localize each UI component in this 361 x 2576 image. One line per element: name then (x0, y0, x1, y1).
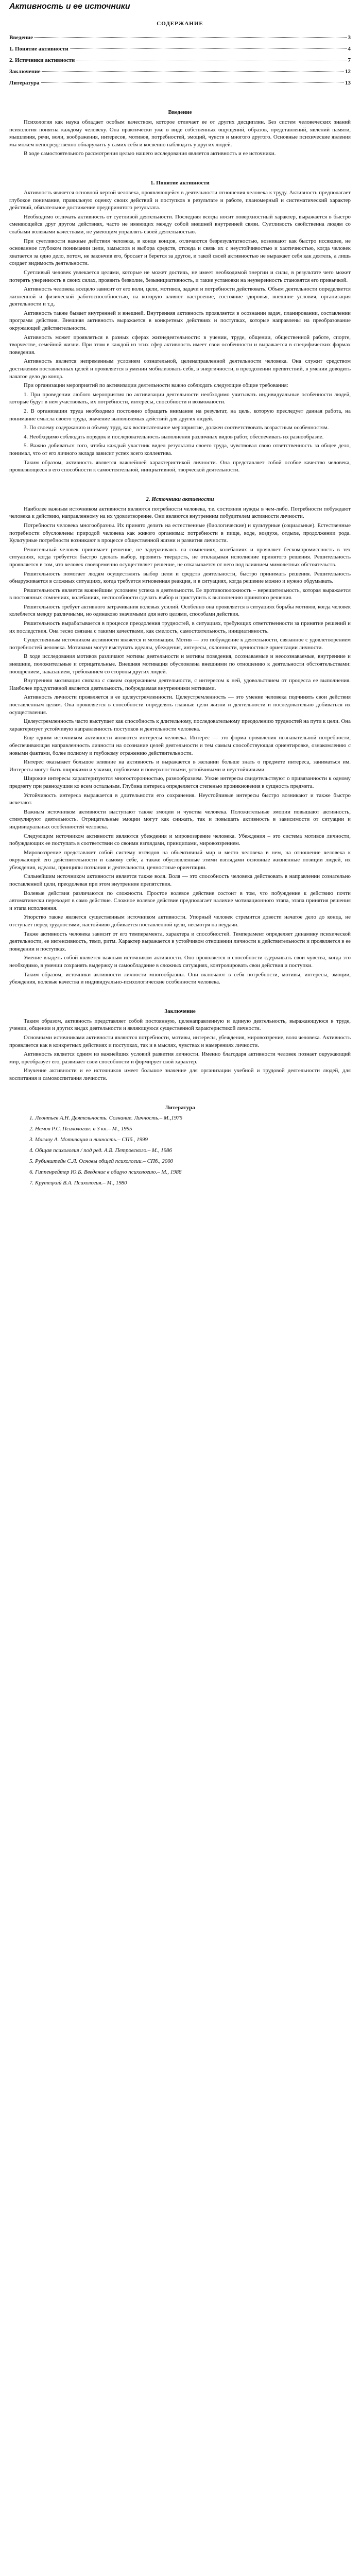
paragraph: Следующим источником активности являются убеждения и мировоззрение человека. Убеждения – это система мотивов личности, побуждающих ее поступать в соответствии со своими взглядами, принципами, мировоззрением. (9, 833, 351, 847)
paragraph: 2. В организации труда необходимо постоянно обращать внимание на результат, на цель, которую преследует данная работа, на понимание смысла своего труда, значение выполняемых действий для других людей. (9, 408, 351, 422)
literature-item: 7. Крутецкий В.А. Психология.– М., 1980 (35, 1179, 351, 1187)
paragraph: Активность является одним из важнейших условий развития личности. Именно благодаря активности человек познает окружающий мир, преобразует его, развивает свои способности и формирует свой характер. (9, 1051, 351, 1065)
paragraph: Суетливый человек увлекается целями, которые не может достичь, не имеет необходимой энергии и силы, в результате чего может потерять уверенность в своих силах, проявить безволие, безынициативность, и такие установки на неуверенность становятся его привычкой. (9, 269, 351, 283)
paragraph: Активность является непременным условием сознательной, целенаправленной деятельности человека. Она служит средством достижения поставленных целей и проявляется в умении мобилизовать себя, в энергичности, в преодолении препятствий, в умении доводить начатое дело до конца. (9, 358, 351, 380)
paragraph: Сильнейшим источником активности является также воля. Воля — это способность человека действовать в направлении сознательно поставленной цели, преодолевая при этом внутренние препятствия. (9, 873, 351, 888)
paragraph: Решительный человек принимает решение, не задерживаясь на сомнениях, колебаниях и проявляет бескомпромиссность в тех ситуациях, когда требуется быстро сделать выбор, проявить твердость, не откладывая исполнение принятого решения. Решительность проявляется в том, что человек своевременно осуществляет решение, не отказывается от него под влиянием мимолетных обстоятельств. (9, 546, 351, 568)
literature-item: 3. Маслоу А. Мотивация и личность.– СПб., 1999 (35, 1136, 351, 1144)
toc-item-page: 4 (348, 46, 351, 52)
paragraph: При суетливости важные действия человека, в конце концов, отличаются безрезультатностью, возникают как быстро иссякшее, не основанное глубоком понимании цели, замыслов и выбора средств, отсюда и связь их с неустойчивостью и хаотичностью, когда человек хватается за одно дело, потом, не закончив его, бросает и берется за другое, и такой своей активностью не выражает себя как деятель, а лишь создает видимость деятельности. (9, 238, 351, 267)
toc-item-page: 3 (348, 35, 351, 41)
paragraph: Широкие интересы характеризуются многосторонностью, разнообразием. Узкие интересы свидетельствуют о привязанности к одному предмету при равнодушии ко всем остальным. Глубина интереса определяется степенью проникновения в сущность предмета. (9, 775, 351, 789)
toc-leader-dots (70, 48, 347, 49)
paragraph: 1. При проведении любого мероприятия по активизации деятельности необходимо учитывать индивидуальные особенности людей, которые будут в нем участвовать, их потребности, интересы, способности и возможности. (9, 391, 351, 405)
paragraph: Активность человека всецело зависит от его воли, цели, мотивов, задачи и потребности действовать. Объем деятельности определяется жизненной и физической работоспособностью, на которую влияют настроение, состояние здоровья, внешние условия, организация деятельности и т.д. (9, 286, 351, 308)
paragraph: Важным источником активности выступают также эмоции и чувства человека. Положительные эмоции повышают активность, стимулируют деятельность. Отрицательные эмоции могут как снижать, так и повышать активность в зависимости от ситуации и индивидуальных особенностей человека. (9, 808, 351, 830)
paragraph: В ходе исследования мотивов различают мотивы деятельности и мотивы поведения, осознаваемые и неосознаваемые, внутренние и внешние, положительные и отрицательные. Внешняя мотивация обусловлена внешними по отношению к деятельности обстоятельствами: поощрением, наказанием, требованием со стороны других людей. (9, 653, 351, 675)
paragraph: Целеустремленность часто выступает как способность к длительному, последовательному преодолению трудностей на пути к цели. Она характеризует устойчивую направленность поступков и деятельности человека. (9, 718, 351, 732)
literature-heading: Литература (165, 1104, 195, 1111)
toc-item[interactable] (9, 43, 351, 55)
paragraph: Психология как наука обладает особым качеством, которое отличает ее от других дисциплин. Без систем человеческих знаний психология понятна каждому человеку. Она практически уже в виде собственных ощущений, образов, представлений, явлений памяти, мышления, речи, воли, воображения, интересов, мотивов, потребностей, эмоций, чувств и многого другого. Основные психические явления мы можем непосредственно обнаружить у самих себя и косвенно наблюдать у других людей. (9, 119, 351, 148)
paragraph: Устойчивость интереса выражается в длительности его сохранения. Неустойчивые интересы быстро возникают и также быстро исчезают. (9, 792, 351, 806)
paragraph: Необходимо отличать активность от суетливой деятельности. Последняя всегда носит поверхностный характер, выражается в быстро сменяющейся друг другом действиях, часто не имеющих между собой внешней внутренней связи. Суетливость свойственна людям со слабыми волевыми качествами, не умеющим управлять своей деятельностью. (9, 213, 351, 235)
paragraph: В ходе самостоятельного рассмотрения целью нашего исследования является активность и ее источники. (24, 150, 276, 157)
paragraph: Потребности человека многообразны. Их принято делить на естественные (биологические) и культурные (социальные). Естественные потребности обусловлены природой человека как живого организма: потребности в пище, воде, воздухе, отдыхе, продолжении рода. Культурные потребности возникают в процессе общественной жизни и развития личности. (9, 522, 351, 544)
literature-item: 2. Немов Р.С. Психология: в 3 кн.– М., 1995 (35, 1125, 351, 1133)
toc-leader-dots (42, 71, 343, 72)
paragraph: Упорство также является существенным источником активности. Упорный человек стремится довести начатое дело до конца, не отступает перед трудностями, настойчиво добивается поставленной цели, несмотря на неудачи. (9, 914, 351, 928)
toc-item-label: Заключение (9, 69, 41, 75)
paragraph: Активность личности проявляется в ее целеустремленности. Целеустремленность — это умение человека подчинять свои действия поставленным целям. Она проявляется в способности определять главные цели жизни и деятельности и последовательно добиваться их осуществления. (9, 694, 351, 716)
toc-item-page: 12 (345, 69, 351, 75)
toc-leader-dots (41, 82, 343, 83)
section-2 (9, 505, 351, 986)
document-title: Активность и ее источники (9, 2, 130, 11)
conclusion-heading: Заключение (164, 1008, 196, 1014)
literature-list (9, 1114, 351, 1187)
table-of-contents (9, 32, 351, 89)
literature-item: 6. Гиппенрейтер Ю.Б. Введение в общую психологию.– М., 1988 (35, 1168, 351, 1176)
section-1 (9, 189, 351, 474)
paragraph: Изучение активности и ее источников имеет большое значение для организации учебной и трудовой деятельности людей, для воспитания и самовоспитания личности. (9, 1067, 351, 1081)
paragraph: Основными источниками активности являются потребности, мотивы, интересы, убеждения, мировоззрение, воля человека. Активность проявляется как в конкретных действиях и поступках, так и в мыслях, чувствах и намерениях личности. (9, 1034, 351, 1048)
toc-item[interactable] (9, 77, 351, 89)
paragraph: Решительность требует активного затрачивания волевых усилий. Особенно она проявляется в ситуациях борьбы мотивов, когда человек колеблется между различными, но одинаково значимыми для него целями, способами действия. (9, 603, 351, 618)
literature-item: 1. Леонтьев А.Н. Деятельность. Сознание. Личность.– М.,1975 (35, 1114, 351, 1122)
paragraph: Существенным источником активности является и мотивация. Мотив — это побуждение к деятельности, связанное с удовлетворением потребностей человека. Мотивами могут выступать идеалы, убеждения, интересы, склонности, ценностные ориентации личности. (9, 637, 351, 651)
toc-heading: СОДЕРЖАНИЕ (157, 21, 203, 27)
intro-section (9, 118, 351, 158)
paragraph: 4. Необходимо соблюдать порядок и последовательность выполнения различных видов работ, обеспечивать их разнообразие. (24, 433, 324, 440)
toc-item-label: Литература (9, 80, 40, 86)
toc-item-page: 7 (348, 57, 351, 63)
toc-item[interactable] (9, 32, 351, 43)
paragraph: 3. По своему содержанию и объему труд, как воспитательное мероприятие, должен соответствовать возрастным особенностям. (24, 425, 329, 431)
paragraph: Таким образом, активность представляет собой постоянную, целенаправленную и единую деятельность, выражающуюся в труде, учении, общении и других видах деятельности и являющуюся существенной характеристикой личности. (9, 1018, 351, 1032)
toc-item[interactable] (9, 55, 351, 66)
toc-item[interactable] (9, 66, 351, 77)
section-2-heading: 2. Источники активности (146, 496, 214, 502)
paragraph: Активность является основной чертой человека, проявляющейся в деятельности отношения человека к труду. Активность предполагает глубокое понимание, правильную оценку своих действий и поступков в результате и работе, планомерный и систематический характер действий, обязательное достижение предпринятого результата. (9, 189, 351, 211)
paragraph: Таким образом, источники активности личности многообразны. Они включают в себя потребности, мотивы, интересы, эмоции, убеждения, волевые качества и индивидуально-психологические особенности человека. (9, 971, 351, 986)
toc-item-page: 13 (345, 80, 351, 86)
intro-heading: Введение (168, 109, 192, 115)
paragraph: Таким образом, активность является важнейшей характеристикой личности. Она представляет собой особое качество человека, проявляющееся в его способности к самостоятельной, инициативной, творческой деятельности. (9, 459, 351, 473)
paragraph: Активность также бывает внутренней и внешней. Внутренняя активность проявляется в осознании задач, планировании, составлении программ действия. Внешняя активность выражается в конкретных действиях и поступках, которые направлены на преобразование окружающей действительности. (9, 310, 351, 332)
paragraph: Еще одним источником активности являются интересы человека. Интерес — это форма проявления познавательной потребности, обеспечивающая направленность личности на осознание целей деятельности и тем самым способствующая ориентировке, ознакомлению с новыми фактами, более полному и глубокому отражению действительности. (9, 735, 351, 756)
paragraph: Решительность является важнейшим условием успеха в деятельности. Ее противоположность – нерешительность, которая выражается в постоянных сомнениях, колебаниях, неспособности сделать выбор и приступить к выполнению принятого решения. (9, 587, 351, 601)
paragraph: Волевые действия различаются по сложности. Простое волевое действие состоит в том, что побуждение к действию почти автоматически переходит в само действие. Сложное волевое действие предполагает наличие мотивационного этапа, этапа принятия решения и этапа исполнения. (9, 890, 351, 911)
conclusion-section (9, 1018, 351, 1082)
toc-item-label: 1. Понятие активности (9, 46, 68, 52)
paragraph: Мировоззрение представляет собой систему взглядов на объективный мир и место человека в нем, на отношение человека к окружающей его действительности и самому себе, а также обусловленные этими взглядами основные жизненные позиции людей, их убеждения, идеалы, принципы познания и деятельности, ценностные ориентации. (9, 849, 351, 871)
paragraph: Внутренняя мотивация связана с самим содержанием деятельности, с интересом к ней, удовольствием от процесса ее выполнения. Наиболее продуктивной является деятельность, побуждаемая внутренними мотивами. (9, 677, 351, 691)
section-1-heading: 1. Понятие активности (150, 179, 210, 186)
paragraph: Решительность вырабатывается в процессе преодоления трудностей, в ситуациях, требующих ответственности за принятие решений и их последствия. Она тесно связана с такими качествами, как смелость, самостоятельность, инициативность. (9, 620, 351, 634)
paragraph: Наиболее важным источником активности являются потребности человека, т.е. состояния нужды в чем-либо. Потребности побуждают человека к действию, направленному на их удовлетворение. Они являются внутренним побудителем активности личности. (9, 505, 351, 520)
paragraph: Интерес оказывает большое влияние на активность и выражается в желании больше знать о предмете интереса, заниматься им. Интересы могут быть широкими и узкими, глубокими и поверхностными, устойчивыми и неустойчивыми. (9, 759, 351, 773)
literature-item: 4. Общая психология / под ред. А.В. Петровского.– М., 1986 (35, 1146, 351, 1155)
toc-item-label: 2. Источники активности (9, 57, 75, 63)
paragraph: Также активность человека зависит от его темперамента, характера и способностей. Темперамент определяет динамику психической деятельности, ее интенсивность, темп, ритм. Характер выражается в устойчивом отношении личности к действительности и проявляется в ее поведении и поступках. (9, 930, 351, 952)
paragraph: Активность может проявляться в разных сферах жизнедеятельности: в учении, труде, общении, общественной работе, спорте, творчестве, семейной жизни. При этом в каждой из этих сфер активность имеет свои особенности и выражается в специфических формах поведения. (9, 334, 351, 355)
toc-leader-dots (35, 37, 346, 38)
paragraph: Умение владеть собой является важным источником активности. Оно проявляется в способности сдерживать свои чувства, когда это необходимо, в умении сохранять выдержку и самообладание в сложных ситуациях, контролировать свои действия и поступки. (9, 955, 351, 969)
paragraph: Решительность помогает людям осуществлять выбор цели и средств деятельности, быстро принимать решения. Решительность обнаруживается в сложных ситуациях, когда требуется мгновенная реакция, и в ситуациях, когда решение можно и нужно обдумывать. (9, 570, 351, 585)
paragraph: 5. Важно добиваться того, чтобы каждый участник видел результаты своего труда, чувствовал свою ответственность за общее дело, понимал, что от его личного вклада зависит успех всего коллектива. (9, 443, 351, 456)
toc-item-label: Введение (9, 35, 33, 41)
literature-item: 5. Рубинштейн С.Л. Основы общей психологии.– СПб., 2000 (35, 1157, 351, 1165)
paragraph: При организации мероприятий по активизации деятельности важно соблюдать следующие общие требования: (24, 382, 288, 389)
